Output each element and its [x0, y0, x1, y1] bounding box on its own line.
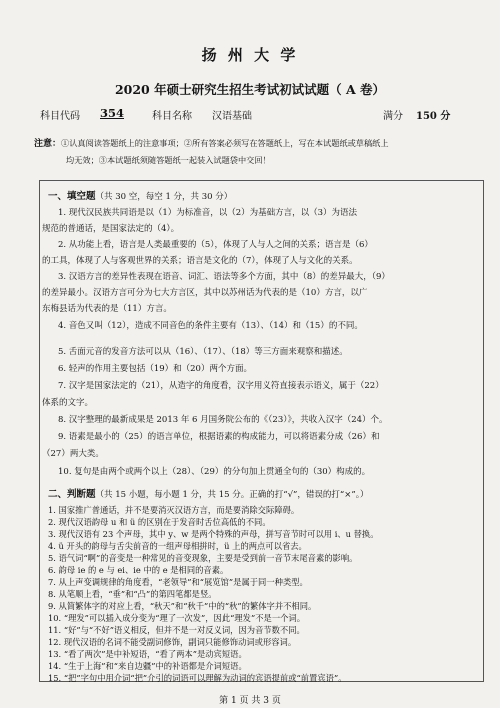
university-title: 扬 州 大 学	[201, 46, 299, 64]
fill-blank-line: 东梅县话为代表的是（11）方言。	[42, 304, 172, 314]
page-footer: 第 1 页 共 3 页	[219, 696, 281, 706]
code-value: 354	[100, 106, 125, 120]
fill-blank-line: 8. 汉字整理的最新成果是 2013 年 6 月国务院公布的《（23）》，共收入汉字（24）个。	[58, 415, 388, 425]
judge-item: 7. 从上声变调规律的角度看，“老领导”和“展览馆”是属于同一种类型。	[48, 577, 308, 587]
fill-blank-line: 4. 音色又叫（12），造成不同音色的条件主要有（13）、（14）和（15）的不同。	[58, 321, 363, 331]
fill-blank-line: 体系的文字。	[42, 398, 94, 408]
score-label: 满分	[383, 111, 403, 122]
judge-item: 10. “理发”可以插入成分变为“理了一次发”，因此“理发”不是一个词。	[48, 613, 306, 623]
fill-blank-line: 10. 复句是由两个或两个以上（28）、（29）的分句加上贯通全句的（30）构成的。	[58, 467, 371, 477]
judge-item: 6. 韵母 ie 的 e 与 ei、ie 中的 e 是相同的音素。	[48, 565, 229, 575]
section-1-title: 一、填空题（共 30 空，每空 1 分，共 30 分）	[48, 191, 233, 202]
judge-item: 14. “生于上海”和“来自边疆”中的补语都是介词短语。	[48, 661, 247, 671]
judge-item: 12. 现代汉语的名词不能受副词修饰，副词只能修饰动词或形容词。	[48, 637, 297, 647]
judge-item: 9. 从简繁体字的对应上看，“秋天”和“秋千”中的“秋”的繁体字并不相同。	[48, 601, 317, 611]
notice-label: 注意：	[34, 139, 62, 149]
judge-item: 5. 语气词“啊”的音变是一种常见的音变现象，主要是受到前一音节末尾音素的影响。	[48, 553, 358, 563]
judge-item: 11. “好”与“不好”语义相反，但并不是一对反义词，因为音节数不同。	[48, 625, 305, 635]
fill-blank-line: 的差异最小。汉语方言可分为七大方言区，其中以苏州话为代表的是（10）方言，以广	[42, 288, 368, 298]
code-label: 科目代码	[40, 111, 80, 122]
fill-blank-line: 规范的普通话，是国家法定的（4）。	[42, 224, 180, 234]
notice-line-1: ①认真阅读答题纸上的注意事项；②所有答案必须写在答题纸上，写在本试题纸或草稿纸上	[61, 138, 389, 148]
fill-blank-line: （27）两大类。	[42, 449, 104, 459]
name-label: 科目名称	[152, 111, 192, 122]
score-value: 150 分	[416, 111, 451, 122]
notice-line-2: 均无效；③本试题纸须随答题纸一起装入试题袋中交回！	[66, 154, 271, 165]
fill-blank-line: 的工具，体现了人与客观世界的关系；语言是文化的（7），体现了人与文化的关系。	[42, 256, 358, 266]
fill-blank-line: 7. 汉字是国家法定的（21），从造字的角度看，汉字用义符直接表示语义，属于（22）	[58, 381, 384, 391]
fill-blank-line: 5. 舌面元音的发音方法可以从（16）、（17）、（18）等三方面来观察和描述。	[58, 347, 348, 357]
judge-item: 15. “把”字句中用介词“把”介引的词语可以理解为动词的宾语提前或“前置宾语”。	[48, 673, 347, 683]
judge-item: 4. ü 开头的韵母与舌尖前音的一组声母相拼时，ü 上的两点可以省去。	[48, 541, 307, 551]
fill-blank-line: 2. 从功能上看，语言是人类最重要的（5），体现了人与人之间的关系；语言是（6）	[58, 240, 373, 250]
judge-item: 8. 从笔顺上看，“垂”和“凸”的第四笔都是竖。	[48, 589, 217, 599]
exam-title: 2020 年硕士研究生招生考试初试试题（ A 卷）	[114, 82, 386, 97]
notice	[34, 136, 488, 168]
judge-item: 13. “看了两次”是中补短语，“看了两本”是动宾短语。	[48, 649, 247, 659]
judge-item: 3. 现代汉语有 23 个声母，其中 y、w 是两个特殊的声母，拼写音节时可以用 i、u 替换。	[48, 529, 379, 539]
fill-blank-line: 6. 轻声的作用主要包括（19）和（20）两个方面。	[58, 364, 252, 374]
fill-blank-line: 1. 现代汉民族共同语是以（1）为标准音，以（2）为基础方言，以（3）为语法	[58, 208, 358, 218]
fill-blank-line: 3. 汉语方言的差异性表现在语音、词汇、语法等多个方面，其中（8）的差异最大，（9）	[58, 272, 390, 282]
section-2-title: 二、判断题（共 15 小题，每小题 1 分，共 15 分。正确的打“√”，错误的打“×”。）	[48, 489, 369, 500]
judge-item: 1. 国家推广普通话，并不是要消灭汉语方言，而是要消除交际障碍。	[48, 505, 300, 515]
name-value: 汉语基础	[212, 111, 252, 122]
fill-blank-line: 9. 语素是最小的（25）的语言单位，根据语素的构成能力，可以将语素分成（26）和	[58, 432, 380, 442]
judge-item: 2. 现代汉语韵母 u 和 ü 的区别在于发音时舌位高低的不同。	[48, 517, 271, 527]
